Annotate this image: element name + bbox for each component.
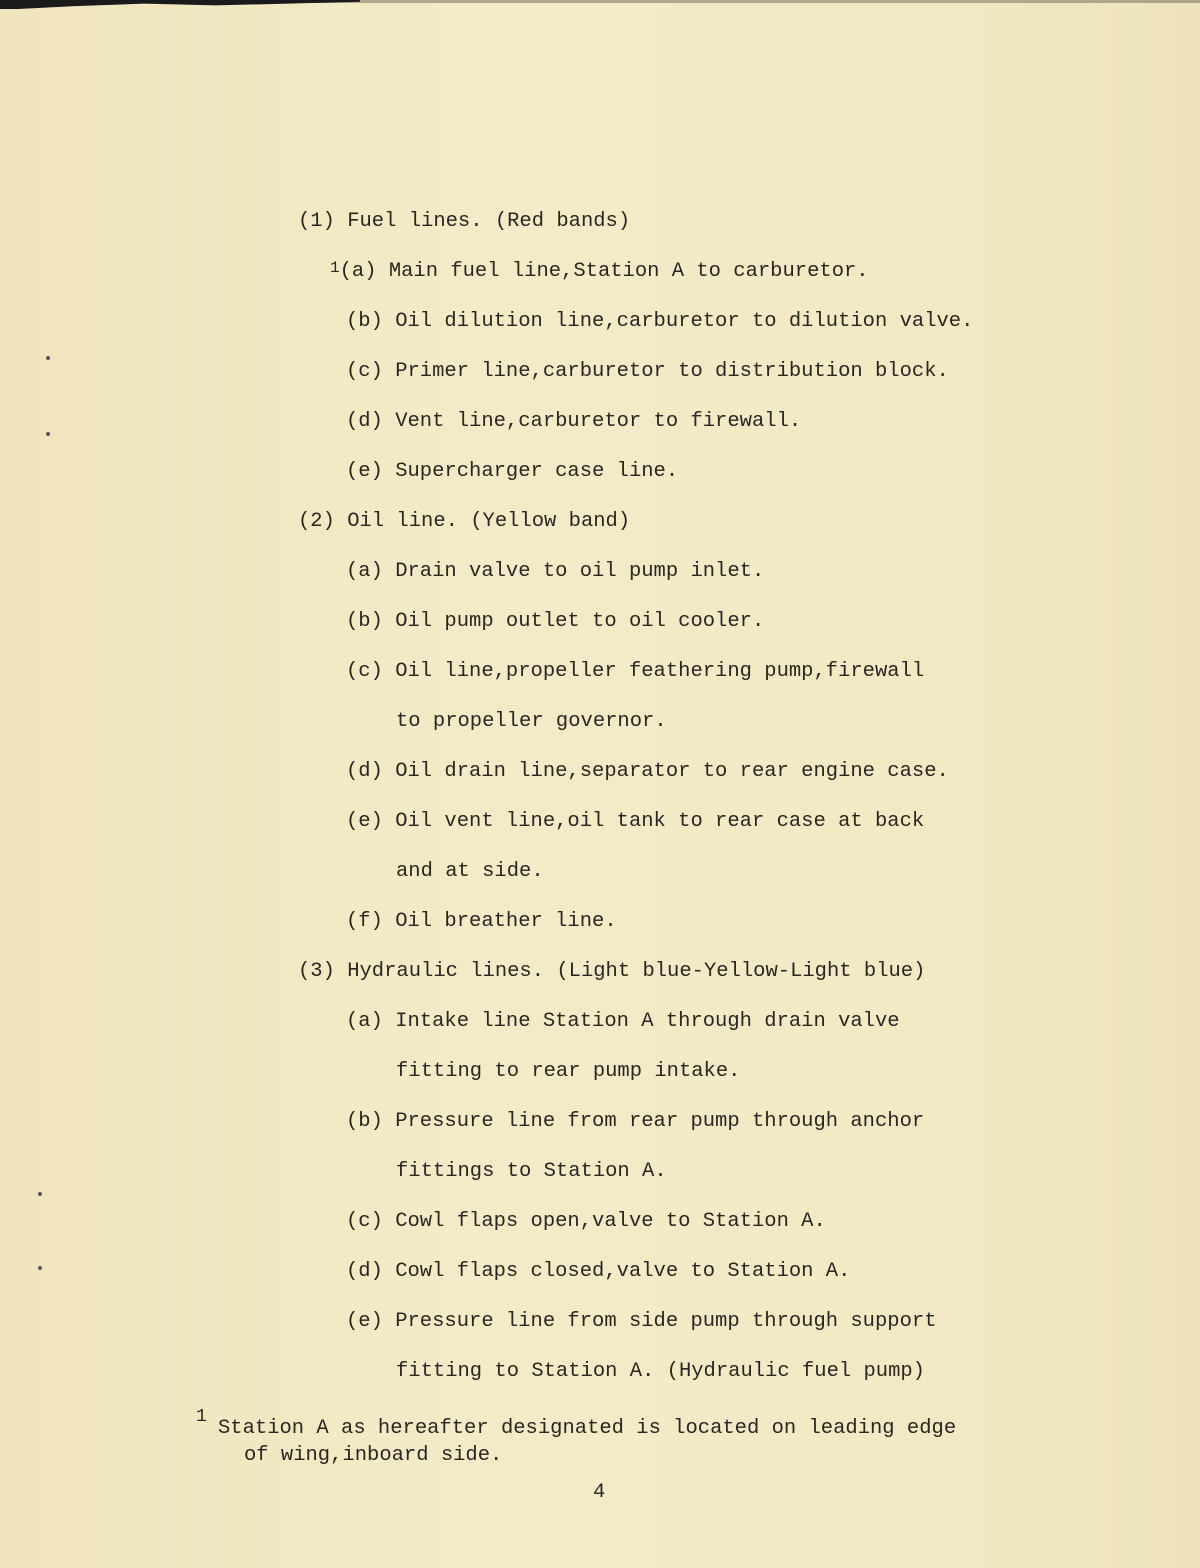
list-item-continuation: to propeller governor.	[396, 710, 667, 733]
section-heading: (3) Hydraulic lines. (Light blue-Yellow-Light blue)	[298, 960, 926, 983]
footnote-text: of wing,inboard side.	[244, 1444, 503, 1467]
list-item: (e) Oil vent line,oil tank to rear case at back	[346, 810, 925, 833]
list-item: (a) Intake line Station A through drain valve	[346, 1010, 900, 1033]
list-item-continuation: fitting to Station A. (Hydraulic fuel pump)	[396, 1360, 925, 1383]
list-item-continuation: and at side.	[396, 860, 544, 883]
list-item-continuation: fitting to rear pump intake.	[396, 1060, 741, 1083]
footnote-marker: 1	[196, 1407, 207, 1427]
list-item: (a) Drain valve to oil pump inlet.	[346, 560, 765, 583]
list-item-continuation: fittings to Station A.	[396, 1160, 667, 1183]
list-item: (f) Oil breather line.	[346, 910, 617, 933]
punch-mark	[46, 432, 50, 436]
list-item: (b) Oil dilution line,carburetor to dilution valve.	[346, 310, 974, 333]
punch-mark	[38, 1266, 42, 1270]
list-item: (b) Oil pump outlet to oil cooler.	[346, 610, 765, 633]
torn-corner	[0, 0, 360, 9]
list-item: (e) Pressure line from side pump through support	[346, 1310, 937, 1333]
page-number: 4	[593, 1481, 606, 1504]
footnote-ref: 1	[330, 259, 340, 277]
list-item: (c) Cowl flaps open,valve to Station A.	[346, 1210, 826, 1233]
list-item: (e) Supercharger case line.	[346, 460, 679, 483]
list-item: (d) Vent line,carburetor to firewall.	[346, 410, 802, 433]
punch-mark	[46, 356, 50, 360]
list-item: (c) Primer line,carburetor to distribution block.	[346, 360, 949, 383]
section-heading: (1) Fuel lines. (Red bands)	[298, 210, 631, 233]
list-item: (d) Cowl flaps closed,valve to Station A.	[346, 1260, 851, 1283]
list-item: (b) Pressure line from rear pump through anchor	[346, 1110, 925, 1133]
section-heading: (2) Oil line. (Yellow band)	[298, 510, 631, 533]
list-item: (d) Oil drain line,separator to rear engine case.	[346, 760, 949, 783]
punch-mark	[38, 1192, 42, 1196]
list-item: (c) Oil line,propeller feathering pump,firewall	[346, 660, 925, 683]
footnote-text: Station A as hereafter designated is located on leading edge	[218, 1417, 957, 1440]
list-item	[330, 259, 869, 285]
list-item-text: (a) Main fuel line,Station A to carburetor.	[339, 260, 869, 283]
